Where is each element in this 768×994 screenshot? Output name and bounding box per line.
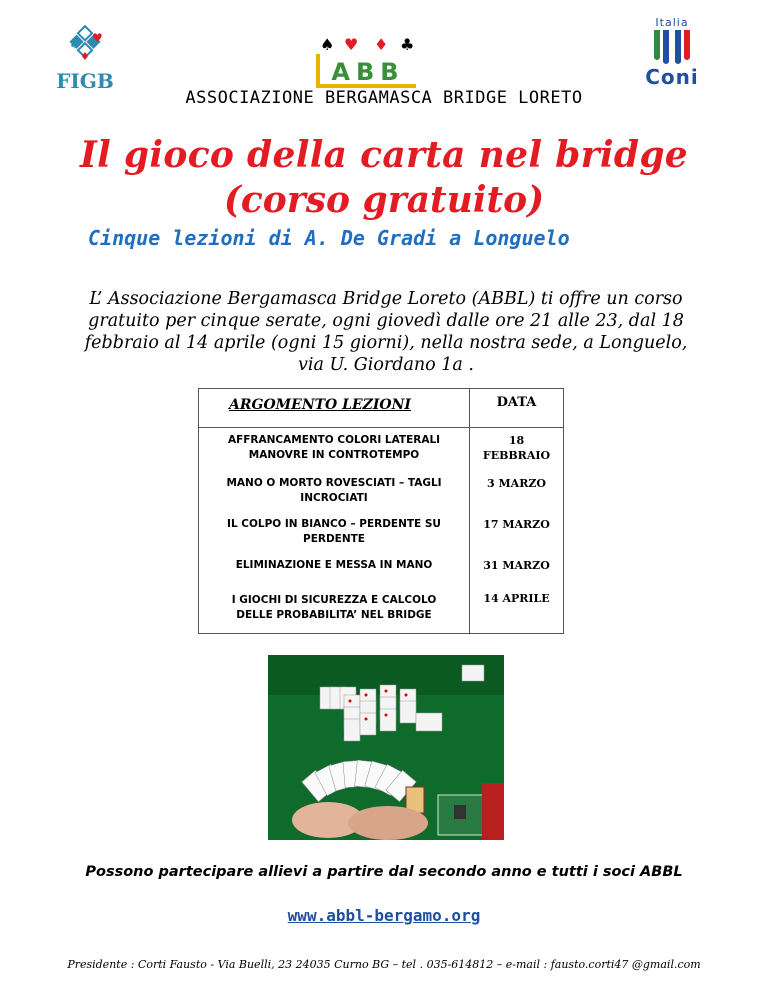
intro-paragraph bbox=[44, 288, 728, 376]
bridge-game-photo bbox=[268, 655, 504, 840]
coni-logo-top-text: Italia bbox=[655, 16, 689, 29]
svg-text:♣: ♣ bbox=[400, 35, 415, 54]
footer-contact: Presidente : Corti Fausto - Via Buelli, 23 24035 Curno BG – tel . 035-614812 – e-mail : fausto.corti47 @gmail.com bbox=[67, 958, 701, 971]
intro-line: febbraio al 14 aprile (ogni 15 giorni), nella nostra sede, a Longuelo, bbox=[84, 333, 688, 353]
table-row-date: 17 MARZO bbox=[483, 518, 550, 531]
table-row-topic: ELIMINAZIONE E MESSA IN MANO bbox=[235, 559, 433, 571]
table-divider bbox=[199, 427, 563, 428]
coni-logo-text: Coni bbox=[645, 65, 699, 88]
lessons-table bbox=[198, 388, 564, 634]
table-row-topic: MANO O MORTO ROVESCIATI – TAGLI INCROCIATI bbox=[226, 477, 442, 504]
page-title-line1: Il gioco della carta nel bridge bbox=[79, 134, 688, 176]
table-row-topic: I GIOCHI DI SICUREZZA E CALCOLO DELLE PROBABILITA’ NEL BRIDGE bbox=[231, 594, 437, 621]
page-title-line2: (corso gratuito) bbox=[223, 179, 545, 221]
intro-line: L’ Associazione Bergamasca Bridge Loreto (ABBL) ti offre un corso bbox=[89, 289, 683, 309]
table-row-topic: IL COLPO IN BIANCO – PERDENTE SU PERDENTE bbox=[227, 518, 441, 545]
figb-logo bbox=[40, 22, 130, 92]
abb-logo bbox=[312, 32, 422, 88]
table-row-topic: AFFRANCAMENTO COLORI LATERALI MANOVRE IN CONTROTEMPO bbox=[227, 434, 441, 461]
participation-note: Possono partecipare allievi a partire dal secondo anno e tutti i soci ABBL bbox=[85, 864, 683, 880]
svg-text:♣: ♣ bbox=[70, 38, 80, 51]
intro-line: gratuito per cinque serate, ogni giovedì dalle ore 21 alle 23, dal 18 bbox=[88, 311, 684, 331]
svg-text:♥: ♥ bbox=[92, 31, 103, 45]
svg-text:♦: ♦ bbox=[80, 50, 90, 63]
subtitle: Cinque lezioni di A. De Gradi a Longuelo bbox=[88, 226, 570, 250]
table-row-date: 3 MARZO bbox=[487, 477, 546, 490]
abb-logo-text: ABB bbox=[331, 58, 405, 86]
table-row-date: 31 MARZO bbox=[483, 559, 550, 572]
table-row-date: 14 APRILE bbox=[483, 592, 550, 605]
intro-line: via U. Giordano 1a . bbox=[298, 355, 474, 375]
association-name: ASSOCIAZIONE BERGAMASCA BRIDGE LORETO bbox=[185, 88, 583, 108]
table-row-date: 18 FEBBRAIO bbox=[482, 434, 551, 462]
svg-text:♠: ♠ bbox=[320, 35, 335, 54]
svg-text:♦: ♦ bbox=[374, 35, 389, 54]
svg-text:♥: ♥ bbox=[344, 35, 359, 54]
coni-logo bbox=[634, 14, 710, 88]
website-link[interactable]: www.abbl-bergamo.org bbox=[287, 906, 481, 925]
table-header-topic: ARGOMENTO LEZIONI bbox=[229, 397, 411, 413]
table-header-date: DATA bbox=[496, 395, 537, 410]
figb-logo-text: FIGB bbox=[56, 69, 114, 92]
